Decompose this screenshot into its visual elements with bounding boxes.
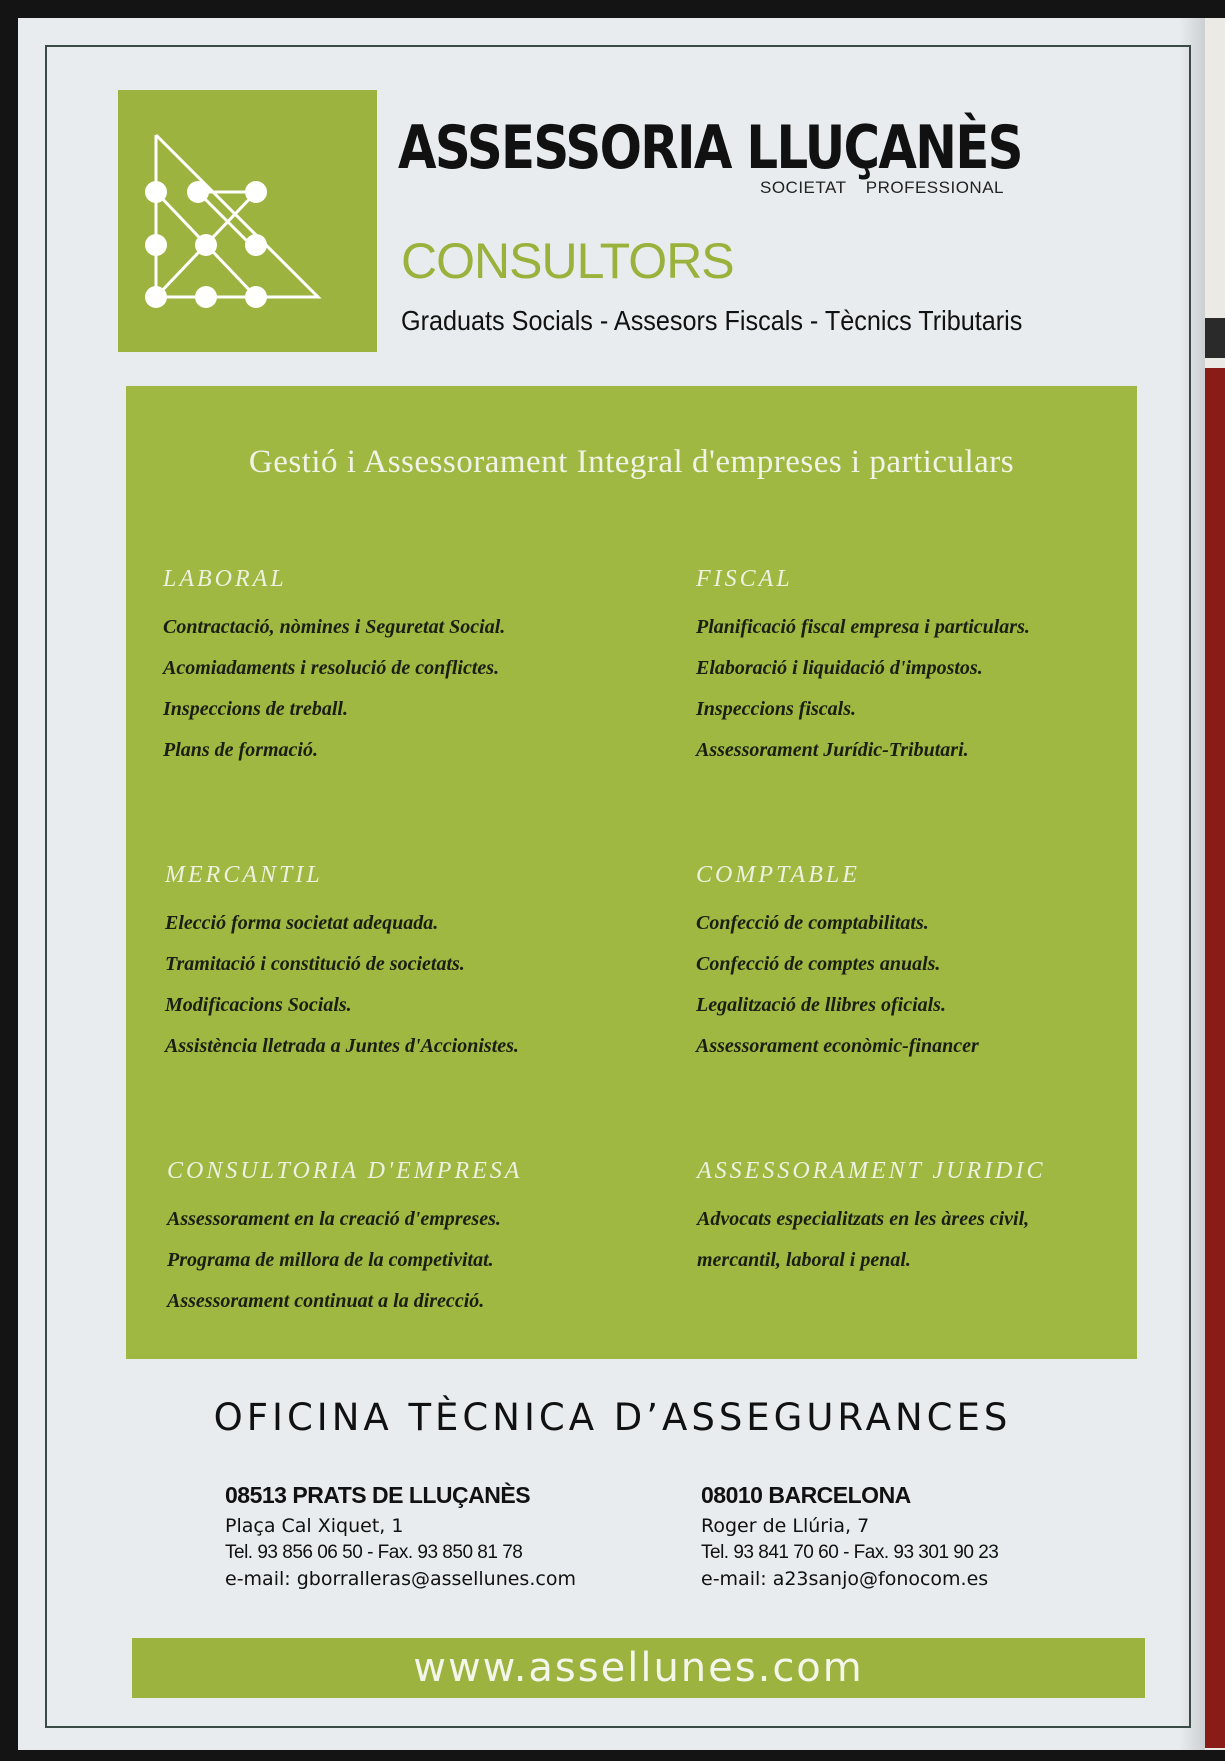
list-item: Modificacions Socials. bbox=[165, 994, 352, 1016]
list-item: Planificació fiscal empresa i particulars. bbox=[696, 616, 1030, 638]
services-panel bbox=[126, 386, 1137, 1359]
panel-title: Gestió i Assessorament Integral d'empreses i particulars bbox=[248, 444, 1015, 480]
list-item: Assessorament en la creació d'empreses. bbox=[167, 1208, 501, 1230]
office-title: OFICINA TÈCNICA D’ASSEGURANCES bbox=[213, 1396, 1012, 1439]
list-item: Inspeccions de treball. bbox=[163, 698, 348, 720]
address-phone: Tel. 93 841 70 60 - Fax. 93 301 90 23 bbox=[701, 1542, 999, 1563]
address-barcelona bbox=[701, 1482, 998, 1592]
list-item: Elaboració i liquidació d'impostos. bbox=[696, 657, 983, 679]
section-comptable bbox=[696, 862, 1166, 1067]
adjacent-page-red-block bbox=[1205, 368, 1225, 1748]
address-city: 08513 PRATS DE LLUÇANÈS bbox=[225, 1482, 531, 1508]
list-item: Assessorament continuat a la direcció. bbox=[167, 1290, 485, 1312]
section-heading: FISCAL bbox=[696, 566, 793, 592]
list-item: Confecció de comptabilitats. bbox=[696, 912, 929, 934]
company-type bbox=[760, 178, 1018, 198]
list-item: Contractació, nòmines i Seguretat Social. bbox=[163, 616, 506, 638]
list-item: Tramitació i constitució de societats. bbox=[165, 953, 465, 975]
section-heading: MERCANTIL bbox=[165, 862, 323, 888]
list-item: Legalització de llibres oficials. bbox=[696, 994, 946, 1016]
list-item: Confecció de comptes anuals. bbox=[696, 953, 941, 975]
section-heading: ASSESSORAMENT JURIDIC bbox=[697, 1158, 1046, 1184]
section-heading: COMPTABLE bbox=[696, 862, 860, 888]
website-link[interactable]: www.assellunes.com bbox=[413, 1645, 864, 1691]
section-heading: CONSULTORIA D'EMPRESA bbox=[167, 1158, 523, 1184]
address-street: Plaça Cal Xiquet, 1 bbox=[225, 1515, 404, 1537]
address-prats bbox=[225, 1482, 576, 1592]
section-heading: LABORAL bbox=[163, 566, 287, 592]
list-item: Assistència lletrada a Juntes d'Accionistes. bbox=[165, 1035, 519, 1057]
company-name: ASSESSORIA LLUÇANÈS bbox=[398, 113, 1022, 183]
list-item: Programa de millora de la competivitat. bbox=[167, 1249, 494, 1271]
section-consultoria bbox=[167, 1158, 637, 1322]
adjacent-page-edge bbox=[1205, 18, 1225, 1750]
address-phone: Tel. 93 856 06 50 - Fax. 93 850 81 78 bbox=[225, 1542, 523, 1563]
address-email[interactable]: e-mail: gborralleras@assellunes.com bbox=[225, 1568, 576, 1590]
tagline: CONSULTORS bbox=[401, 233, 734, 289]
address-city: 08010 BARCELONA bbox=[701, 1482, 911, 1508]
list-item: Elecció forma societat adequada. bbox=[165, 912, 439, 934]
company-type-left: SOCIETAT bbox=[760, 178, 847, 197]
address-email[interactable]: e-mail: a23sanjo@fonocom.es bbox=[701, 1568, 989, 1590]
list-item: Inspeccions fiscals. bbox=[696, 698, 856, 720]
list-item: Advocats especialitzats en les àrees civil, bbox=[697, 1208, 1030, 1230]
company-logo bbox=[118, 90, 377, 352]
section-fiscal bbox=[696, 566, 1166, 771]
section-mercantil bbox=[165, 862, 635, 1067]
list-item: Assessorament econòmic-financer bbox=[696, 1035, 979, 1057]
section-juridic bbox=[697, 1158, 1167, 1281]
address-street: Roger de Llúria, 7 bbox=[701, 1515, 870, 1537]
nine-dots-triangle-icon bbox=[118, 90, 377, 352]
section-laboral bbox=[163, 566, 633, 771]
website-banner bbox=[132, 1638, 1145, 1698]
company-type-right: PROFESSIONAL bbox=[865, 178, 1004, 197]
services-line: Graduats Socials - Assesors Fiscals - Tècnics Tributaris bbox=[401, 305, 1023, 336]
adjacent-page-dark-block bbox=[1205, 318, 1225, 358]
list-item: Plans de formació. bbox=[163, 739, 318, 761]
list-item: Assessorament Jurídic-Tributari. bbox=[696, 739, 969, 761]
list-item: mercantil, laboral i penal. bbox=[697, 1249, 911, 1271]
list-item: Acomiadaments i resolució de conflictes. bbox=[163, 657, 500, 679]
